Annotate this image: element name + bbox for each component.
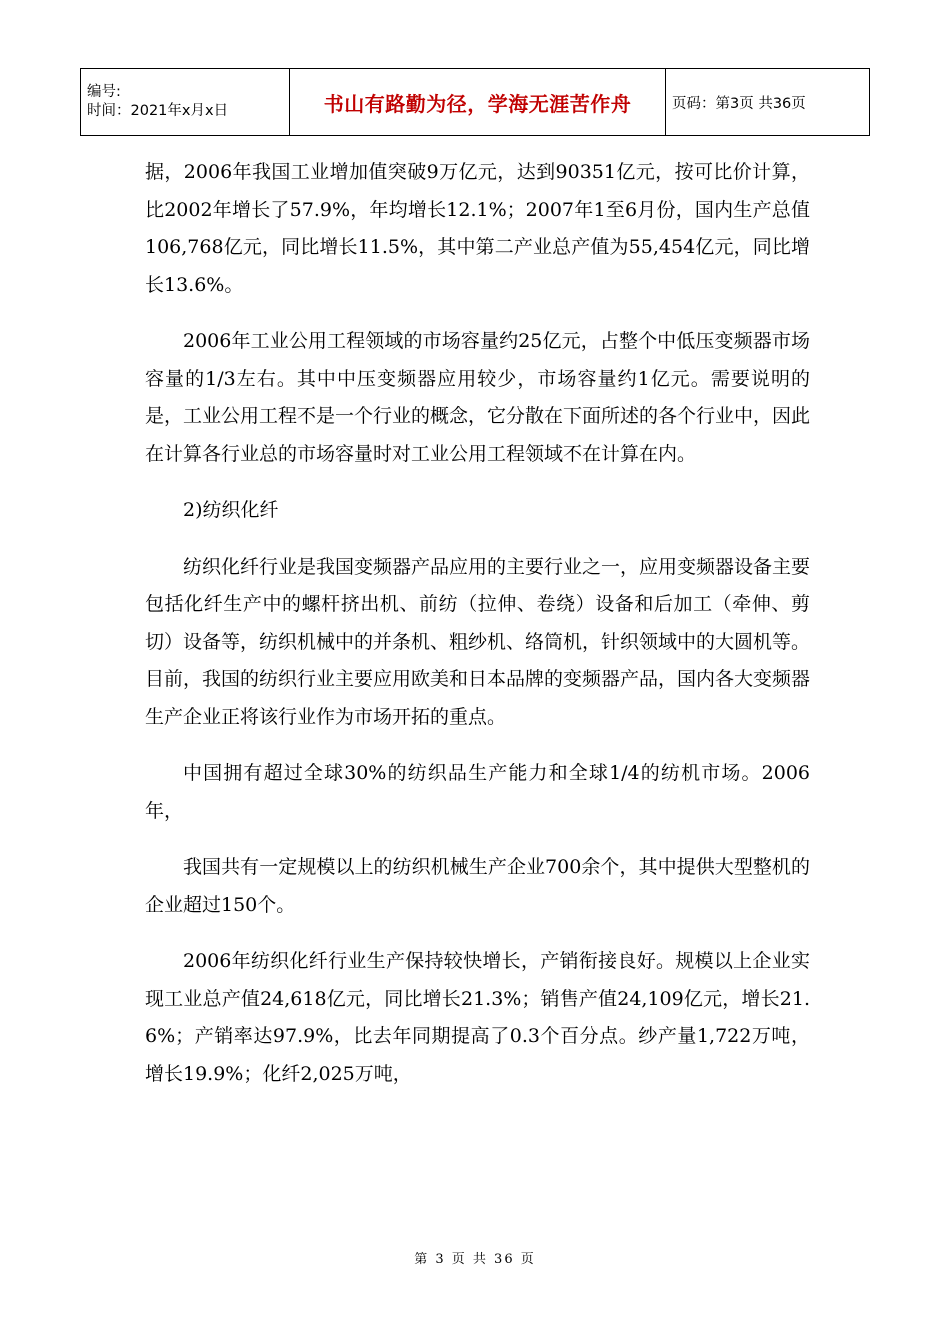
- document-time-label: 时间：2021年x月x日: [87, 103, 229, 119]
- document-body: [145, 154, 810, 1093]
- paragraph-machinery-enterprises: 我国共有一定规模以上的纺织机械生产企业700余个，其中提供大型整机的企业超过150个。: [145, 856, 810, 916]
- paragraph-industry-stats: 据，2006年我国工业增加值突破9万亿元，达到90351亿元，按可比价计算，比2002年增长了57.9%，年均增长12.1%；2007年1至6月份，国内生产总值106,768亿元，同比增长11.5%，其中第二产业总产值为55,454亿元，同比增长13.6%。: [145, 161, 810, 296]
- header-meta-cell: [81, 69, 290, 136]
- paragraph-textile-overview: 纺织化纤行业是我国变频器产品应用的主要行业之一，应用变频器设备主要包括化纤生产中的螺杆挤出机、前纺（拉伸、卷绕）设备和后加工（牵伸、剪切）设备等，纺织机械中的并条机、粗纱机、络筒机，针织领域中的大圆机等。目前，我国的纺织行业主要应用欧美和日本品牌的变频器产品，国内各大变频器生产企业正将该行业作为市场开拓的重点。: [145, 555, 811, 728]
- section-heading-textile: 2)纺织化纤: [183, 499, 279, 521]
- paragraph-china-capacity: 中国拥有超过全球30%的纺织品生产能力和全球1/4的纺机市场。2006年，: [145, 762, 810, 822]
- paragraph-public-utility: 2006年工业公用工程领域的市场容量约25亿元，占整个中低压变频器市场容量的1/3左右。其中中压变频器应用较少，市场容量约1亿元。需要说明的是，工业公用工程不是一个行业的概念，它分散在下面所述的各个行业中，因此在计算各行业总的市场容量时对工业公用工程领域不在计算在内。: [145, 330, 811, 465]
- header-motto: 书山有路勤为径，学海无涯苦作舟: [290, 69, 666, 136]
- document-number-label: 编号:: [87, 84, 121, 100]
- header-page-info: 页码：第3页 共36页: [666, 69, 870, 136]
- document-header: [80, 68, 870, 136]
- paragraph-2006-growth: 2006年纺织化纤行业生产保持较快增长，产销衔接良好。规模以上企业实现工业总产值24,618亿元，同比增长21.3%；销售产值24,109亿元，增长21.6%；产销率达97.9%，比去年同期提高了0.3个百分点。纱产量1,722万吨，增长19.9%；化纤2,025万吨，: [145, 950, 810, 1085]
- page-footer: 第 3 页 共 36 页: [414, 1252, 536, 1267]
